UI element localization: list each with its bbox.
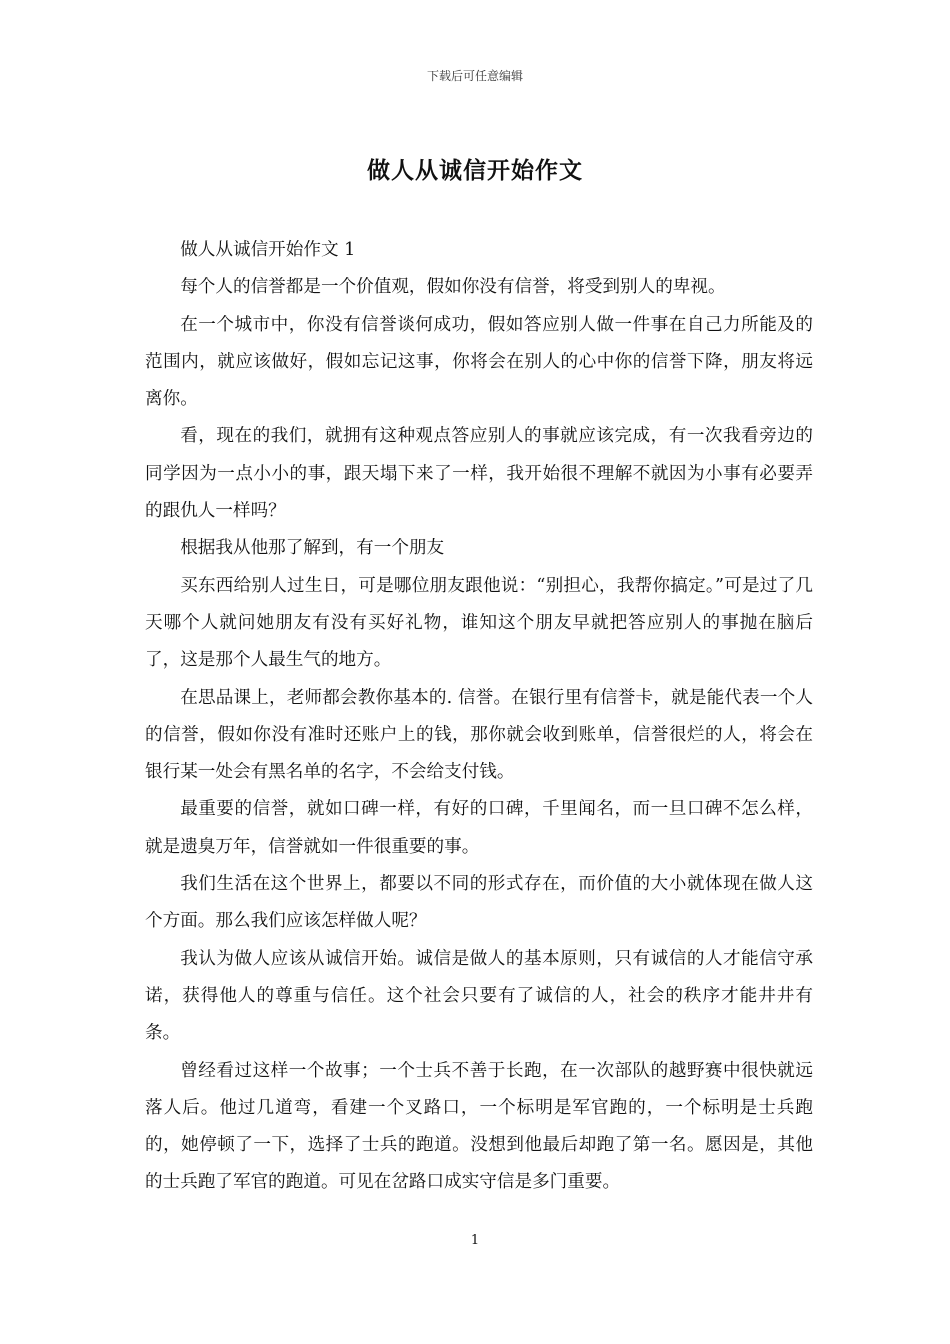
paragraph: 每个人的信誉都是一个价值观，假如你没有信誉，将受到别人的卑视。 (180, 277, 726, 298)
page-number: 1 (470, 1233, 480, 1248)
paragraph: 在思品课上，老师都会教你基本的. 信誉。在银行里有信誉卡，就是能代表一个人的信誉，假如你没有准时还账户上的钱，那你就会收到账单，信誉很烂的人，将会在银行某一处会有黑名单的名字，不会给支付钱。 (145, 687, 813, 783)
paragraph-subtitle: 做人从诚信开始作文 1 (180, 240, 356, 260)
paragraph: 最重要的信誉，就如口碑一样，有好的口碑，千里闻名，而一旦口碑不怎么样，就是遗臭万年，信誉就如一件很重要的事。 (145, 799, 813, 857)
paragraph: 曾经看过这样一个故事；一个士兵不善于长跑，在一次部队的越野赛中很快就远落人后。他过几道弯，看建一个叉路口，一个标明是军官跑的，一个标明是士兵跑的，她停顿了一下，选择了士兵的跑道。没想到他最后却跑了第一名。愿因是，其他的士兵跑了军官的跑道。可见在岔路口成实守信是多门重要。 (145, 1060, 813, 1193)
document-body (145, 232, 813, 1202)
paragraph: 买东西给别人过生日，可是哪位朋友跟他说：“别担心，我帮你搞定。”可是过了几天哪个人就问她朋友有没有买好礼物，谁知这个朋友早就把答应别人的事抛在脑后了，这是那个人最生气的地方。 (145, 575, 813, 671)
paragraph: 我认为做人应该从诚信开始。诚信是做人的基本原则，只有诚信的人才能信守承诺，获得他人的尊重与信任。这个社会只要有了诚信的人，社会的秩序才能井井有条。 (145, 948, 813, 1044)
paragraph: 在一个城市中，你没有信誉谈何成功，假如答应别人做一件事在自己力所能及的范围内，就应该做好，假如忘记这事，你将会在别人的心中你的信誉下降，朋友将远离你。 (145, 314, 813, 410)
header-note: 下载后可任意编辑 (426, 69, 523, 83)
paragraph: 根据我从他那了解到，有一个朋友 (180, 538, 445, 559)
document-title: 做人从诚信开始作文 (367, 157, 583, 184)
paragraph: 我们生活在这个世界上，都要以不同的形式存在，而价值的大小就体现在做人这个方面。那么我们应该怎样做人呢？ (145, 874, 813, 932)
paragraph: 看，现在的我们，就拥有这种观点答应别人的事就应该完成，有一次我看旁边的同学因为一点小小的事，跟天塌下来了一样，我开始很不理解不就因为小事有必要弄的跟仇人一样吗？ (145, 426, 813, 522)
